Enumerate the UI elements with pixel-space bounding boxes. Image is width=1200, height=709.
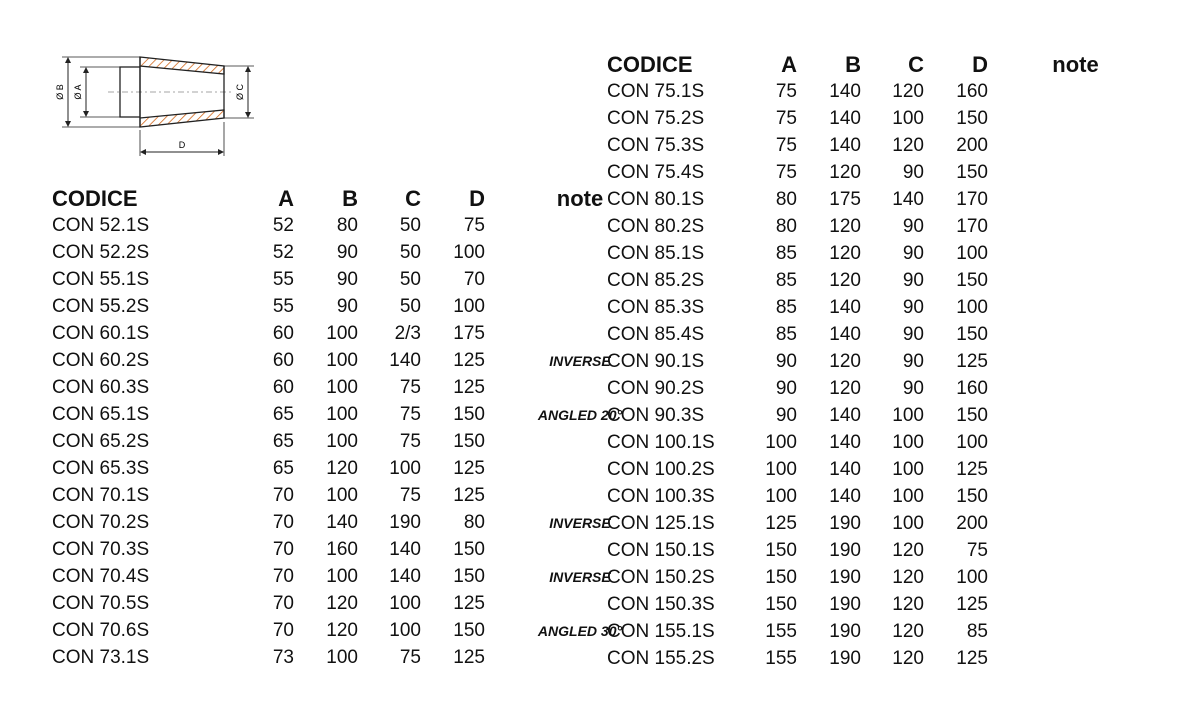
table-row <box>607 348 1163 375</box>
cell-a: 80 <box>775 215 797 237</box>
cell-d: 150 <box>453 565 485 587</box>
header-code: CODICE <box>607 52 693 77</box>
cell-b: 190 <box>829 593 861 615</box>
cell-b: 140 <box>829 134 861 156</box>
cell-a: 52 <box>272 241 294 263</box>
cell-b: 140 <box>829 296 861 318</box>
cell-b: 90 <box>336 295 358 317</box>
cell-c: 90 <box>902 377 924 399</box>
cell-c: 120 <box>892 620 924 642</box>
cell-a: 85 <box>775 269 797 291</box>
table-row <box>52 617 675 644</box>
cell-a: 75 <box>775 107 797 129</box>
cell-a: 52 <box>272 214 294 236</box>
cell-c: 50 <box>399 295 421 317</box>
cell-note <box>988 429 1163 456</box>
cell-b: 140 <box>829 404 861 426</box>
cell-note: INVERSE <box>549 568 611 585</box>
cell-d: 80 <box>463 511 485 533</box>
cell-d: 150 <box>956 323 988 345</box>
cell-b: 140 <box>829 80 861 102</box>
cell-code: CON 65.3S <box>52 457 150 479</box>
cell-b: 160 <box>326 538 358 560</box>
cell-c: 140 <box>389 565 421 587</box>
table-row <box>52 320 675 347</box>
cell-c: 100 <box>389 457 421 479</box>
cell-d: 150 <box>453 430 485 452</box>
table-row <box>607 78 1163 105</box>
cell-code: CON 70.3S <box>52 538 150 560</box>
cell-c: 100 <box>892 512 924 534</box>
cell-d: 175 <box>453 322 485 344</box>
cell-c: 100 <box>892 404 924 426</box>
cell-a: 73 <box>272 646 294 668</box>
cell-code: CON 75.4S <box>607 161 705 183</box>
table-row <box>52 212 675 239</box>
table-row <box>52 347 675 374</box>
cell-note: INVERSE <box>549 352 611 369</box>
header-note: note <box>556 186 604 211</box>
cell-a: 65 <box>272 457 294 479</box>
table-row <box>607 645 1163 672</box>
cell-a: 75 <box>775 80 797 102</box>
cell-note <box>988 294 1163 321</box>
label-diameter-b: Ø B <box>55 84 65 100</box>
table-row <box>607 105 1163 132</box>
cell-c: 100 <box>892 485 924 507</box>
cell-note <box>988 132 1163 159</box>
cell-code: CON 55.1S <box>52 268 150 290</box>
table-row <box>52 482 675 509</box>
cell-b: 120 <box>829 350 861 372</box>
cell-d: 70 <box>463 268 485 290</box>
cell-code: CON 75.1S <box>607 80 705 102</box>
cell-code: CON 70.4S <box>52 565 150 587</box>
table-row <box>607 132 1163 159</box>
header-b: B <box>845 52 861 77</box>
cell-d: 125 <box>956 458 988 480</box>
header-note: note <box>1052 52 1099 77</box>
cell-b: 120 <box>829 161 861 183</box>
cell-a: 70 <box>272 592 294 614</box>
cell-code: CON 85.3S <box>607 296 705 318</box>
cell-code: CON 52.1S <box>52 214 150 236</box>
cell-note <box>988 78 1163 105</box>
cell-note: ANGLED 20° <box>537 406 623 423</box>
table-row <box>607 456 1163 483</box>
cell-c: 90 <box>902 296 924 318</box>
cell-a: 65 <box>272 430 294 452</box>
cell-note <box>988 618 1163 645</box>
cell-a: 55 <box>272 268 294 290</box>
cell-d: 125 <box>956 350 988 372</box>
cell-note: INVERSE <box>549 514 611 531</box>
table-row <box>607 537 1163 564</box>
cell-d: 100 <box>956 566 988 588</box>
cell-c: 140 <box>892 188 924 210</box>
cell-b: 190 <box>829 539 861 561</box>
cell-note <box>988 213 1163 240</box>
cell-c: 75 <box>399 376 421 398</box>
table-row <box>607 294 1163 321</box>
cell-c: 90 <box>902 242 924 264</box>
table-row <box>52 266 675 293</box>
cell-a: 80 <box>775 188 797 210</box>
table-row <box>607 510 1163 537</box>
cell-c: 50 <box>399 268 421 290</box>
cell-c: 100 <box>892 431 924 453</box>
cell-code: CON 155.2S <box>607 647 715 669</box>
cell-a: 55 <box>272 295 294 317</box>
cell-a: 85 <box>775 242 797 264</box>
cell-code: CON 60.1S <box>52 322 150 344</box>
cell-d: 100 <box>453 241 485 263</box>
cell-d: 125 <box>956 647 988 669</box>
cell-d: 125 <box>453 592 485 614</box>
cell-d: 150 <box>956 404 988 426</box>
cell-d: 100 <box>956 242 988 264</box>
cell-b: 120 <box>829 269 861 291</box>
cell-code: CON 90.3S <box>607 404 705 426</box>
cell-code: CON 100.3S <box>607 485 715 507</box>
cell-d: 125 <box>956 593 988 615</box>
table-row <box>52 644 675 671</box>
table-row <box>607 483 1163 510</box>
cell-a: 75 <box>775 134 797 156</box>
label-diameter-c: Ø C <box>235 83 245 101</box>
cone-wall-top <box>140 57 224 74</box>
cell-b: 100 <box>326 565 358 587</box>
cell-d: 170 <box>956 188 988 210</box>
cell-b: 140 <box>829 458 861 480</box>
table-row <box>52 428 675 455</box>
cell-note <box>988 564 1163 591</box>
cell-note <box>988 537 1163 564</box>
cell-d: 150 <box>453 403 485 425</box>
cell-code: CON 80.2S <box>607 215 705 237</box>
cell-a: 90 <box>775 404 797 426</box>
table-row <box>607 618 1163 645</box>
cell-c: 90 <box>902 269 924 291</box>
header-code: CODICE <box>52 186 138 211</box>
cell-code: CON 155.1S <box>607 620 715 642</box>
cell-b: 120 <box>326 457 358 479</box>
cell-code: CON 70.1S <box>52 484 150 506</box>
cell-a: 70 <box>272 511 294 533</box>
cell-b: 190 <box>829 620 861 642</box>
cell-code: CON 55.2S <box>52 295 150 317</box>
cell-d: 150 <box>956 269 988 291</box>
cell-code: CON 85.4S <box>607 323 705 345</box>
label-diameter-a: Ø A <box>73 84 83 100</box>
cell-c: 90 <box>902 161 924 183</box>
header-a: A <box>278 186 294 211</box>
spec-table-right <box>607 44 1163 672</box>
cell-d: 160 <box>956 80 988 102</box>
cell-c: 50 <box>399 241 421 263</box>
header-c: C <box>405 186 421 211</box>
cell-note <box>988 402 1163 429</box>
cell-note <box>988 240 1163 267</box>
cell-b: 90 <box>336 268 358 290</box>
cell-c: 120 <box>892 647 924 669</box>
cell-c: 90 <box>902 323 924 345</box>
cell-d: 75 <box>966 539 988 561</box>
cell-d: 150 <box>453 538 485 560</box>
cone-wall-bottom <box>140 110 224 127</box>
cell-d: 75 <box>463 214 485 236</box>
cell-a: 70 <box>272 484 294 506</box>
cell-code: CON 65.1S <box>52 403 150 425</box>
cell-d: 150 <box>956 107 988 129</box>
cell-d: 100 <box>956 296 988 318</box>
cell-c: 100 <box>389 619 421 641</box>
cell-a: 60 <box>272 349 294 371</box>
cell-code: CON 150.3S <box>607 593 715 615</box>
cell-a: 100 <box>765 458 797 480</box>
cell-note <box>988 105 1163 132</box>
cell-d: 150 <box>956 485 988 507</box>
cell-code: CON 100.1S <box>607 431 715 453</box>
cell-c: 100 <box>892 458 924 480</box>
cell-d: 125 <box>453 457 485 479</box>
cell-d: 160 <box>956 377 988 399</box>
cell-note <box>988 483 1163 510</box>
cell-a: 65 <box>272 403 294 425</box>
cell-a: 90 <box>775 350 797 372</box>
header-d: D <box>972 52 988 77</box>
cell-code: CON 70.6S <box>52 619 150 641</box>
cell-b: 140 <box>326 511 358 533</box>
cell-a: 150 <box>765 593 797 615</box>
table-row <box>607 213 1163 240</box>
cell-c: 120 <box>892 593 924 615</box>
cell-note <box>988 159 1163 186</box>
cell-code: CON 80.1S <box>607 188 705 210</box>
table-row <box>52 401 675 428</box>
cell-d: 200 <box>956 134 988 156</box>
cell-code: CON 125.1S <box>607 512 715 534</box>
cone-diagram <box>48 48 268 160</box>
cell-code: CON 85.1S <box>607 242 705 264</box>
table-row <box>52 455 675 482</box>
cell-note <box>988 375 1163 402</box>
cell-b: 120 <box>829 377 861 399</box>
cell-b: 100 <box>326 322 358 344</box>
cell-code: CON 70.2S <box>52 511 150 533</box>
cell-d: 100 <box>453 295 485 317</box>
cell-a: 70 <box>272 619 294 641</box>
table-row <box>607 375 1163 402</box>
cell-d: 85 <box>966 620 988 642</box>
cell-code: CON 75.3S <box>607 134 705 156</box>
header-d: D <box>469 186 485 211</box>
cell-a: 150 <box>765 566 797 588</box>
table-row <box>52 239 675 266</box>
cell-code: CON 90.1S <box>607 350 705 372</box>
cell-note <box>988 348 1163 375</box>
cell-c: 120 <box>892 80 924 102</box>
cell-a: 150 <box>765 539 797 561</box>
header-b: B <box>342 186 358 211</box>
cell-c: 75 <box>399 403 421 425</box>
cell-code: CON 85.2S <box>607 269 705 291</box>
cell-b: 175 <box>829 188 861 210</box>
cell-code: CON 60.2S <box>52 349 150 371</box>
cell-code: CON 73.1S <box>52 646 150 668</box>
cell-b: 120 <box>829 242 861 264</box>
cell-b: 120 <box>326 592 358 614</box>
cell-b: 100 <box>326 430 358 452</box>
table-row <box>607 267 1163 294</box>
cell-b: 100 <box>326 349 358 371</box>
cell-b: 190 <box>829 566 861 588</box>
cell-note <box>988 510 1163 537</box>
cell-c: 120 <box>892 566 924 588</box>
cell-code: CON 60.3S <box>52 376 150 398</box>
cell-c: 190 <box>389 511 421 533</box>
cell-a: 70 <box>272 538 294 560</box>
cell-b: 90 <box>336 241 358 263</box>
cell-c: 75 <box>399 430 421 452</box>
cell-note <box>988 645 1163 672</box>
cell-a: 90 <box>775 377 797 399</box>
cell-note <box>988 321 1163 348</box>
cell-b: 190 <box>829 647 861 669</box>
table-row <box>607 159 1163 186</box>
cell-a: 60 <box>272 322 294 344</box>
cell-b: 120 <box>326 619 358 641</box>
cell-d: 125 <box>453 646 485 668</box>
cell-b: 140 <box>829 431 861 453</box>
table-row <box>607 240 1163 267</box>
cell-b: 80 <box>336 214 358 236</box>
cell-b: 140 <box>829 323 861 345</box>
cell-b: 190 <box>829 512 861 534</box>
header-a: A <box>781 52 797 77</box>
cell-code: CON 52.2S <box>52 241 150 263</box>
cell-note <box>988 186 1163 213</box>
cell-code: CON 150.1S <box>607 539 715 561</box>
cell-a: 155 <box>765 647 797 669</box>
cell-d: 125 <box>453 484 485 506</box>
table-row <box>607 429 1163 456</box>
cell-a: 85 <box>775 296 797 318</box>
cell-b: 140 <box>829 107 861 129</box>
cell-note <box>988 591 1163 618</box>
cell-code: CON 100.2S <box>607 458 715 480</box>
cell-code: CON 150.2S <box>607 566 715 588</box>
cell-d: 150 <box>453 619 485 641</box>
label-length-d: D <box>178 140 186 150</box>
cell-d: 100 <box>956 431 988 453</box>
cell-c: 100 <box>389 592 421 614</box>
table-header-row <box>607 44 1163 78</box>
cell-a: 100 <box>765 485 797 507</box>
cell-c: 120 <box>892 539 924 561</box>
cell-a: 125 <box>765 512 797 534</box>
cell-note <box>988 456 1163 483</box>
table-row <box>607 564 1163 591</box>
table-row <box>607 321 1163 348</box>
cell-code: CON 70.5S <box>52 592 150 614</box>
cell-b: 100 <box>326 646 358 668</box>
cell-c: 50 <box>399 214 421 236</box>
table-row <box>52 536 675 563</box>
table-row <box>52 563 675 590</box>
cell-d: 150 <box>956 161 988 183</box>
cell-b: 100 <box>326 484 358 506</box>
cell-a: 155 <box>765 620 797 642</box>
table-row <box>607 591 1163 618</box>
cell-note <box>988 267 1163 294</box>
cell-a: 60 <box>272 376 294 398</box>
cell-d: 170 <box>956 215 988 237</box>
cell-a: 100 <box>765 431 797 453</box>
table-row <box>52 509 675 536</box>
cell-code: CON 65.2S <box>52 430 150 452</box>
spec-table-left <box>52 178 675 671</box>
table-header-row <box>52 178 675 212</box>
table-row <box>52 293 675 320</box>
cell-a: 70 <box>272 565 294 587</box>
cell-c: 75 <box>399 484 421 506</box>
table-row <box>607 402 1163 429</box>
cell-b: 140 <box>829 485 861 507</box>
cell-code: CON 75.2S <box>607 107 705 129</box>
cell-b: 120 <box>829 215 861 237</box>
table-row <box>52 374 675 401</box>
cell-c: 100 <box>892 107 924 129</box>
cell-c: 120 <box>892 134 924 156</box>
header-c: C <box>908 52 924 77</box>
cell-b: 100 <box>326 403 358 425</box>
cell-note: ANGLED 30° <box>537 622 623 639</box>
cell-d: 125 <box>453 349 485 371</box>
cell-c: 90 <box>902 350 924 372</box>
cell-c: 90 <box>902 215 924 237</box>
cell-a: 85 <box>775 323 797 345</box>
cell-c: 140 <box>389 538 421 560</box>
table-row <box>52 590 675 617</box>
table-row <box>607 186 1163 213</box>
cell-c: 75 <box>399 646 421 668</box>
cell-d: 125 <box>453 376 485 398</box>
cell-c: 2/3 <box>394 322 421 344</box>
cell-a: 75 <box>775 161 797 183</box>
cell-c: 140 <box>389 349 421 371</box>
cell-code: CON 90.2S <box>607 377 705 399</box>
cell-d: 200 <box>956 512 988 534</box>
cell-b: 100 <box>326 376 358 398</box>
